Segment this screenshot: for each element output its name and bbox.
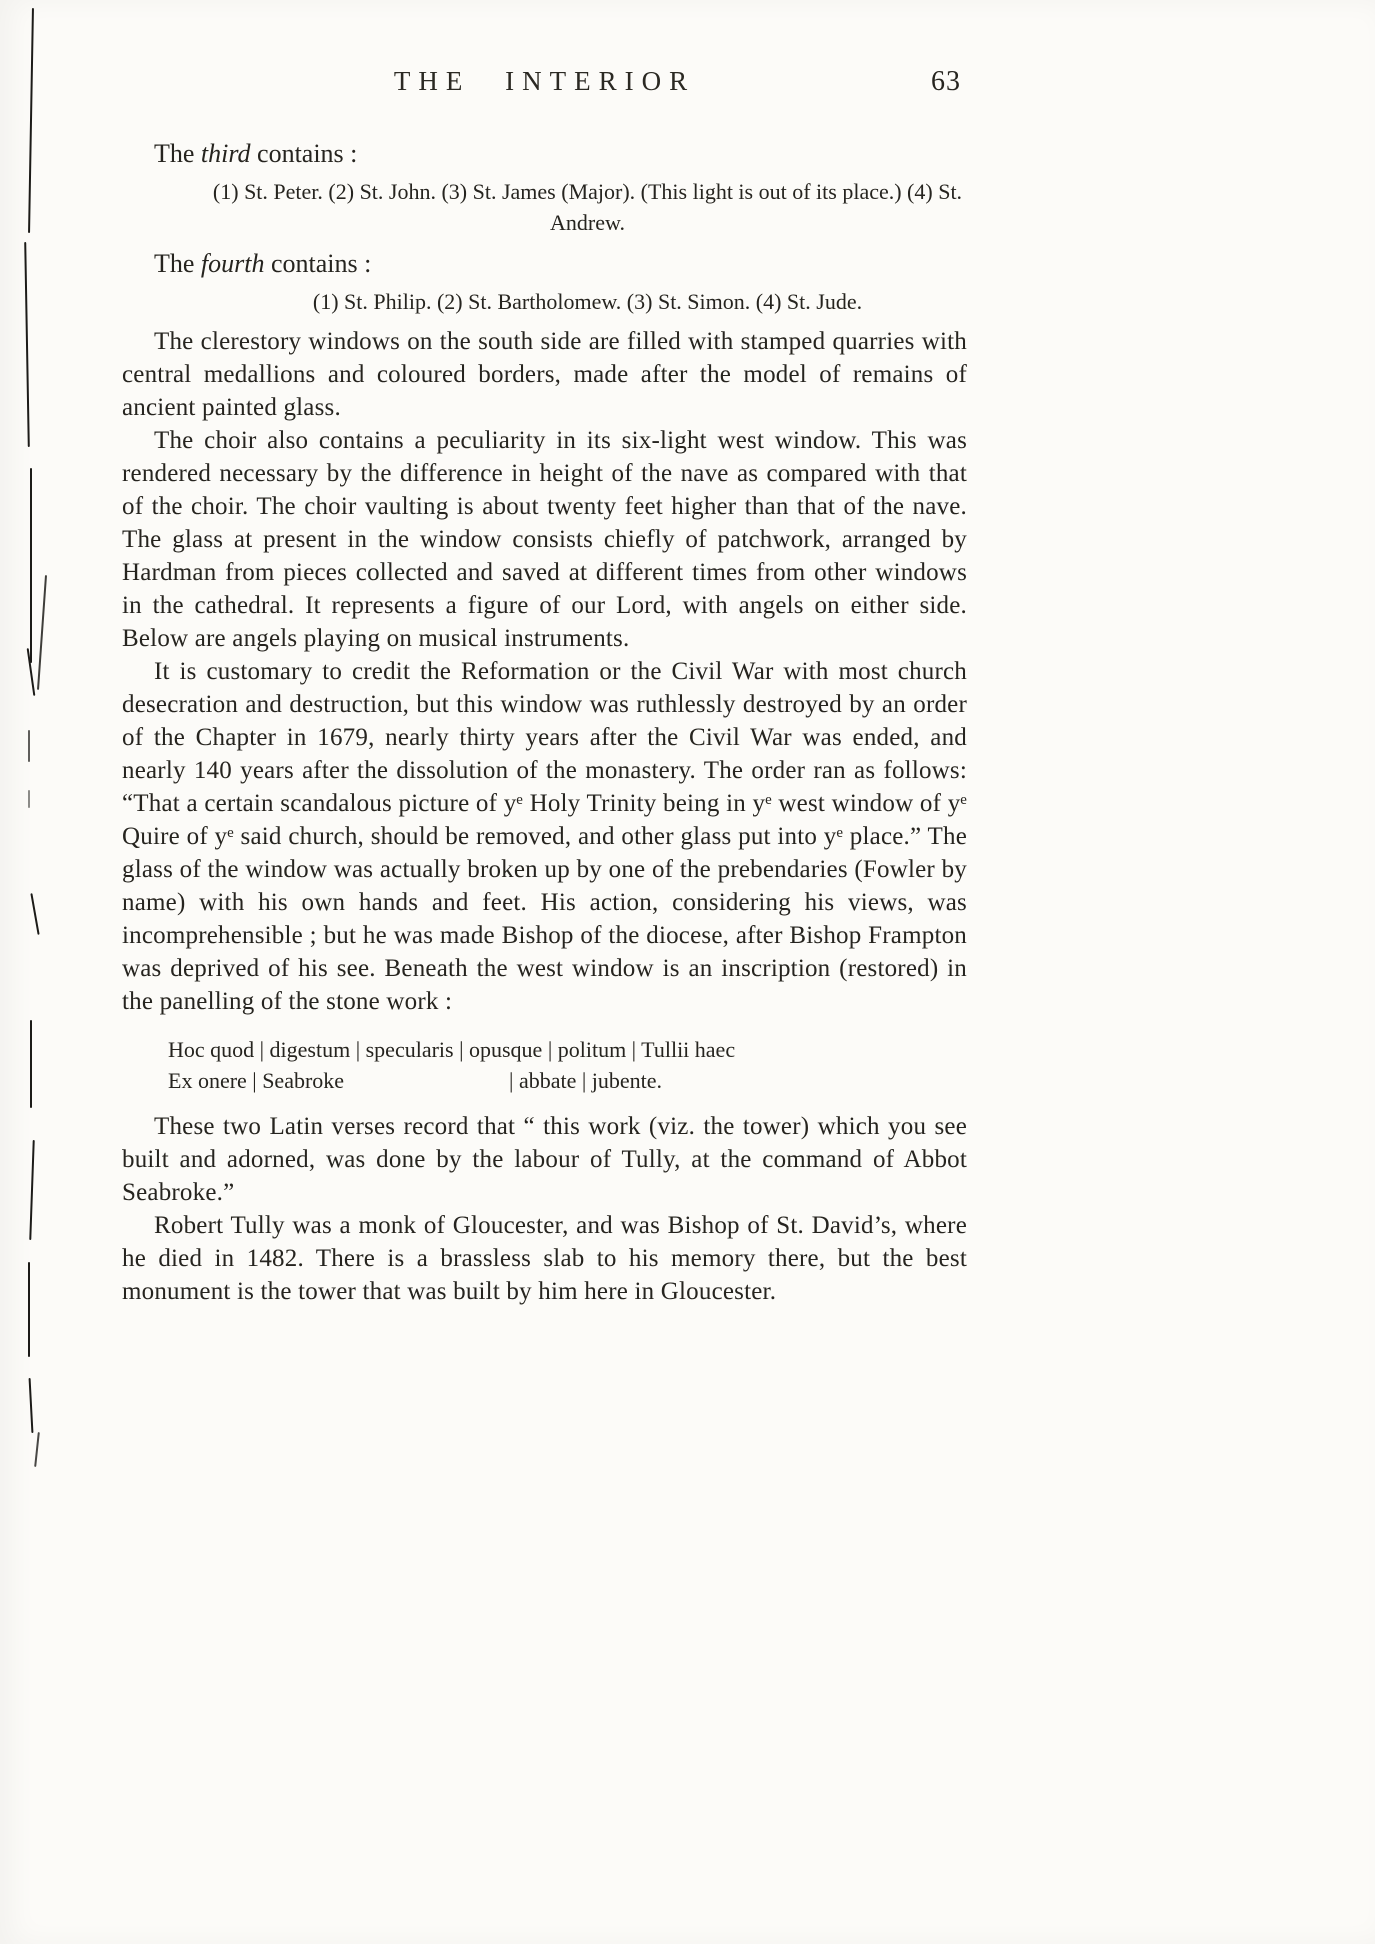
binding-mark: [37, 575, 47, 690]
binding-mark: [30, 468, 32, 663]
binding-mark: [29, 1378, 34, 1433]
running-title: THE INTERIOR: [393, 66, 696, 96]
page-header: [122, 66, 967, 102]
binding-mark: [28, 1262, 30, 1357]
latin-inscription: [168, 1034, 967, 1096]
binding-mark: [24, 242, 30, 447]
paragraph-reformation: It is customary to credit the Reformation or the Civil War with most church desecration and destruction, but this window was ruthlessly destroyed by an order of the Chapter in 1679, nearly thirty years after the Civil War was ended, and nearly 140 years after the dissolution of the monastery. The order ran as follows: “That a certain scandalous picture of yᵉ Holy Trinity being in yᵉ west window of yᵉ Quire of yᵉ said church, should be removed, and other glass put into yᵉ place.” The glass of the window was actually broken up by one of the prebendaries (Fowler by name) with his own hands and feet. His action, considering his views, was incomprehensible ; but he was made Bishop of the diocese, after Bishop Frampton was deprived of his see. Beneath the west window is an inscription (restored) in the panelling of the stone work :: [122, 658, 967, 1015]
paragraph-latin-verses: These two Latin verses record that “ this work (viz. the tower) which you see built and adorned, was done by the labour of Tully, at the command of Abbot Seabroke.”: [122, 1113, 967, 1206]
binding-mark: [29, 1140, 34, 1240]
paragraph-clerestory: The clerestory windows on the south side are filled with stamped quarries with central medallions and coloured borders, made after the model of remains of ancient painted glass.: [122, 328, 967, 421]
binding-mark: [30, 1020, 32, 1108]
binding-mark: [30, 893, 39, 935]
list-fourth-window: (1) St. Philip. (2) St. Bartholomew. (3) St. Simon. (4) St. Jude.: [312, 289, 863, 314]
leadin-fourth-suffix: contains :: [264, 249, 372, 278]
leadin-fourth-word: fourth: [200, 249, 265, 278]
leadin-third-word: third: [200, 139, 251, 168]
inscription-line-1: Hoc quod | digestum | specularis | opusque | politum | Tullii haec: [168, 1037, 736, 1062]
inscription-line-2: Ex onere | Seabroke | abbate | jubente.: [168, 1068, 663, 1093]
leadin-third-suffix: contains :: [250, 139, 358, 168]
paragraph-robert-tully: Robert Tully was a monk of Gloucester, and was Bishop of St. David’s, where he died in 1482. There is a brassless slab to his memory there, but the best monument is the tower that was built by him here in Gloucester.: [122, 1212, 967, 1305]
leadin-third: [122, 136, 967, 172]
paragraph-choir-window: The choir also contains a peculiarity in its six-light west window. This was rendered necessary by the difference in height of the nave as compared with that of the choir. The choir vaulting is about twenty feet higher than that of the nave. The glass at present in the window consists chiefly of patchwork, arranged by Hardman from pieces collected and saved at different times from other windows in the cathedral. It represents a figure of our Lord, with angels on either side. Below are angels playing on musical instruments.: [122, 427, 967, 652]
leadin-third-prefix: The: [154, 139, 201, 168]
leadin-fourth-prefix: The: [154, 249, 201, 278]
list-third-window: (1) St. Peter. (2) St. John. (3) St. James (Major). (This light is out of its place.) (4) St. Andrew.: [212, 179, 963, 235]
binding-mark: [28, 730, 30, 762]
text-column: [122, 66, 967, 1308]
binding-mark: [28, 790, 30, 808]
leadin-fourth: [122, 246, 967, 282]
binding-mark: [34, 1432, 40, 1467]
binding-mark: [28, 8, 34, 233]
page-number: 63: [931, 66, 961, 97]
